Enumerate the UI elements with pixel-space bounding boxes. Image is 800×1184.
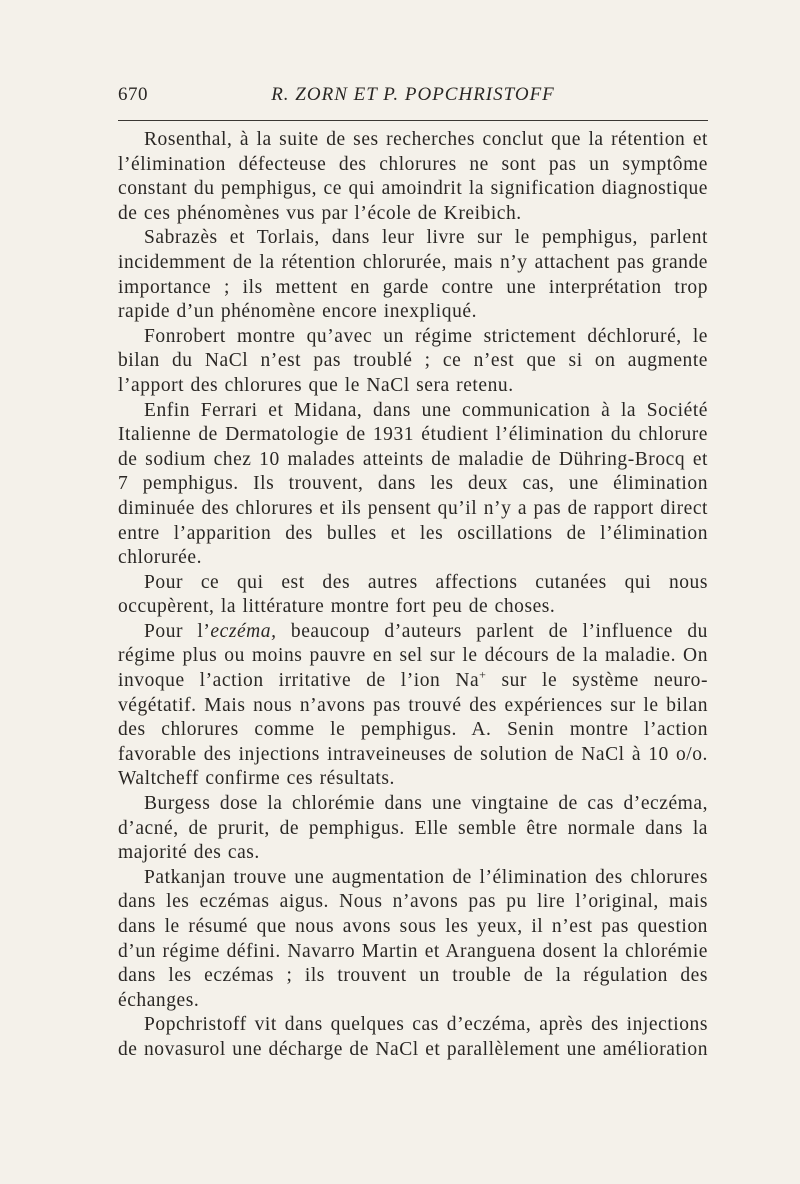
eczema-middle-text: beaucoup d’auteurs parlent de l’influence du régime plus ou moins pauvre en sel sur le décours de la maladie. On invoque l’action irritative de l’ion Na	[118, 620, 708, 692]
eczema-lead-text: Pour l’	[144, 620, 211, 642]
body-text	[118, 128, 708, 1063]
ion-charge-superscript: +	[479, 667, 487, 682]
eczema-emphasis: eczéma,	[210, 620, 277, 642]
paragraph-burgess: Burgess dose la chlorémie dans une vingtaine de cas d’eczéma, d’acné, de prurit, de pemphigus. Elle semble être normale dans la majorité des cas.	[118, 793, 708, 864]
eczema-tail-text: sur le système neuro-végétatif. Mais nous n’avons pas trouvé des expériences sur le bilan des chlorures comme le pemphigus. A. Senin montre l’action favorable des injections intraveineuses de solution de NaCl à 10 o/o. Waltcheff confirme ces résultats.	[118, 670, 708, 790]
page-header	[118, 84, 708, 114]
paragraph-sabrazes: Sabrazès et Torlais, dans leur livre sur le pemphigus, parlent incidemment de la rétention chlorurée, mais n’y attachent pas grande importance ; ils mettent en garde contre une interprétation trop rapide d’un phénomène encore inexpliqué.	[118, 227, 708, 323]
page-number: 670	[118, 84, 148, 105]
paragraph-autres-affections: Pour ce qui est des autres affections cutanées qui nous occupèrent, la littérature montre fort peu de choses.	[118, 571, 708, 618]
running-title: R. ZORN ET P. POPCHRISTOFF	[271, 84, 555, 105]
header-rule	[118, 120, 708, 121]
paragraph-rosenthal: Rosenthal, à la suite de ses recherches conclut que la rétention et l’élimination défecteuse des chlorures ne sont pas un symptôme constant du pemphigus, ce qui amoindrit la signification diagnostique de ces phénomènes vus par l’école de Kreibich.	[118, 129, 708, 224]
paragraph-eczema	[118, 620, 708, 792]
paragraph-patkanjan: Patkanjan trouve une augmentation de l’élimination des chlorures dans les eczémas aigus. Nous n’avons pas pu lire l’original, mais dans le résumé que nous avons sous les yeux, il n’est pas question d’un régime défini. Navarro Martin et Aranguena dosent la chlorémie dans les eczémas ; ils trouvent un trouble de la régulation des échanges.	[118, 866, 708, 1011]
paragraph-ferrari: Enfin Ferrari et Midana, dans une communication à la Société Italienne de Dermatologie de 1931 étudient l’élimination du chlorure de sodium chez 10 malades atteints de maladie de Dühring-Brocq et 7 pemphigus. Ils trouvent, dans les deux cas, une élimination diminuée des chlorures et ils pensent qu’il n’y a pas de rapport direct entre l’apparition des bulles et les oscillations de l’élimination chlorurée.	[118, 399, 708, 569]
paragraph-fonrobert: Fonrobert montre qu’avec un régime strictement déchloruré, le bilan du NaCl n’est pas troublé ; ce n’est que si on augmente l’apport des chlorures que le NaCl sera retenu.	[118, 325, 708, 396]
paragraph-popchristoff: Popchristoff vit dans quelques cas d’eczéma, après des injections de novasurol une décharge de NaCl et parallèlement une amélioration	[118, 1014, 708, 1060]
